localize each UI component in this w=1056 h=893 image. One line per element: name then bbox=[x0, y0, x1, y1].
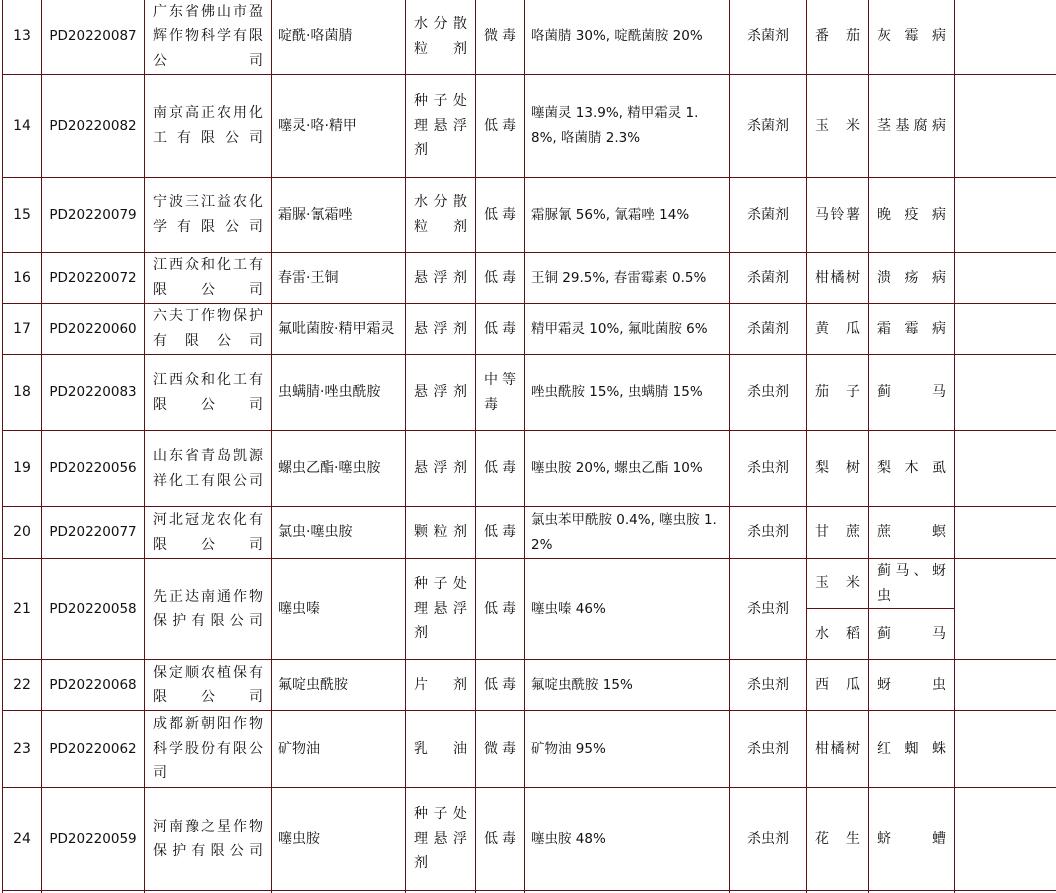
company-cell: 先正达南通作物保护有限公司 bbox=[145, 559, 272, 660]
target-cell: 溃疡病 bbox=[869, 253, 955, 304]
active-ingredient-cell: 噻虫胺 48% bbox=[525, 788, 730, 891]
registration-number-cell: PD20220083 bbox=[42, 355, 145, 431]
product-name-cell: 氟吡菌胺·精甲霜灵 bbox=[272, 304, 406, 355]
active-ingredient-cell: 咯菌腈 30%, 啶酰菌胺 20% bbox=[525, 0, 730, 75]
category-cell: 杀菌剂 bbox=[730, 0, 807, 75]
category-cell: 杀虫剂 bbox=[730, 788, 807, 891]
table-row bbox=[3, 178, 1056, 253]
product-name-cell: 氯虫·噻虫胺 bbox=[272, 507, 406, 559]
target-cell: 蓟马 bbox=[869, 609, 955, 660]
product-name-cell: 啶酰·咯菌腈 bbox=[272, 0, 406, 75]
table-row bbox=[3, 431, 1056, 507]
registration-number-cell: PD20220079 bbox=[42, 178, 145, 253]
toxicity-cell: 低毒 bbox=[476, 75, 525, 178]
category-cell: 杀虫剂 bbox=[730, 431, 807, 507]
target-cell: 灰霉病 bbox=[869, 0, 955, 75]
row-number-cell: 24 bbox=[3, 788, 42, 891]
crop-cell: 黄瓜 bbox=[807, 304, 869, 355]
product-name-cell: 虫螨腈·唑虫酰胺 bbox=[272, 355, 406, 431]
table-row bbox=[3, 304, 1056, 355]
company-cell: 成都新朝阳作物科学股份有限公司 bbox=[145, 711, 272, 788]
row-number-cell: 17 bbox=[3, 304, 42, 355]
table-row bbox=[3, 660, 1056, 711]
blank-cell bbox=[955, 559, 1056, 660]
active-ingredient-cell: 霜脲氰 56%, 氰霜唑 14% bbox=[525, 178, 730, 253]
target-cell: 蓟马 bbox=[869, 355, 955, 431]
toxicity-cell: 中等毒 bbox=[476, 355, 525, 431]
product-name-cell: 螺虫乙酯·噻虫胺 bbox=[272, 431, 406, 507]
category-cell: 杀虫剂 bbox=[730, 660, 807, 711]
toxicity-cell: 低毒 bbox=[476, 253, 525, 304]
target-cell: 蚜虫 bbox=[869, 660, 955, 711]
crop-cell: 甘蔗 bbox=[807, 507, 869, 559]
registration-number-cell: PD20220059 bbox=[42, 788, 145, 891]
blank-cell bbox=[955, 178, 1056, 253]
formulation-cell: 悬浮剂 bbox=[406, 355, 476, 431]
row-number-cell: 22 bbox=[3, 660, 42, 711]
blank-cell bbox=[955, 711, 1056, 788]
company-cell: 山东省青岛凯源祥化工有限公司 bbox=[145, 431, 272, 507]
table-row bbox=[3, 253, 1056, 304]
company-cell: 河南豫之星作物保护有限公司 bbox=[145, 788, 272, 891]
table-row bbox=[3, 711, 1056, 788]
company-cell: 河北冠龙农化有限公司 bbox=[145, 507, 272, 559]
company-cell: 江西众和化工有限公司 bbox=[145, 253, 272, 304]
category-cell: 杀菌剂 bbox=[730, 253, 807, 304]
crop-cell: 茄子 bbox=[807, 355, 869, 431]
category-cell: 杀菌剂 bbox=[730, 304, 807, 355]
formulation-cell: 悬浮剂 bbox=[406, 304, 476, 355]
active-ingredient-cell: 矿物油 95% bbox=[525, 711, 730, 788]
active-ingredient-cell: 唑虫酰胺 15%, 虫螨腈 15% bbox=[525, 355, 730, 431]
product-name-cell: 噻虫嗪 bbox=[272, 559, 406, 660]
target-cell: 霜霉病 bbox=[869, 304, 955, 355]
table-row bbox=[3, 355, 1056, 431]
category-cell: 杀菌剂 bbox=[730, 178, 807, 253]
toxicity-cell: 微毒 bbox=[476, 711, 525, 788]
target-cell: 茎基腐病 bbox=[869, 75, 955, 178]
company-cell: 六夫丁作物保护有限公司 bbox=[145, 304, 272, 355]
product-name-cell: 氟啶虫酰胺 bbox=[272, 660, 406, 711]
registration-number-cell: PD20220060 bbox=[42, 304, 145, 355]
table-row bbox=[3, 788, 1056, 891]
table-row bbox=[3, 559, 1056, 609]
registration-number-cell: PD20220077 bbox=[42, 507, 145, 559]
formulation-cell: 水分散粒剂 bbox=[406, 178, 476, 253]
row-number-cell: 23 bbox=[3, 711, 42, 788]
active-ingredient-cell: 氟啶虫酰胺 15% bbox=[525, 660, 730, 711]
registration-number-cell: PD20220087 bbox=[42, 0, 145, 75]
blank-cell bbox=[955, 304, 1056, 355]
active-ingredient-cell: 王铜 29.5%, 春雷霉素 0.5% bbox=[525, 253, 730, 304]
row-number-cell: 14 bbox=[3, 75, 42, 178]
row-number-cell: 20 bbox=[3, 507, 42, 559]
row-number-cell: 19 bbox=[3, 431, 42, 507]
company-cell: 广东省佛山市盈辉作物科学有限公司 bbox=[145, 0, 272, 75]
table-row bbox=[3, 0, 1056, 75]
category-cell: 杀虫剂 bbox=[730, 507, 807, 559]
crop-cell: 水稻 bbox=[807, 609, 869, 660]
category-cell: 杀虫剂 bbox=[730, 559, 807, 660]
formulation-cell: 颗粒剂 bbox=[406, 507, 476, 559]
formulation-cell: 片剂 bbox=[406, 660, 476, 711]
crop-cell: 柑橘树 bbox=[807, 253, 869, 304]
crop-cell: 番茄 bbox=[807, 0, 869, 75]
blank-cell bbox=[955, 355, 1056, 431]
product-name-cell: 噻虫胺 bbox=[272, 788, 406, 891]
product-name-cell: 噻灵·咯·精甲 bbox=[272, 75, 406, 178]
row-number-cell: 21 bbox=[3, 559, 42, 660]
formulation-cell: 悬浮剂 bbox=[406, 431, 476, 507]
pesticide-registration-table bbox=[2, 0, 1056, 893]
toxicity-cell: 低毒 bbox=[476, 178, 525, 253]
blank-cell bbox=[955, 0, 1056, 75]
toxicity-cell: 低毒 bbox=[476, 788, 525, 891]
target-cell: 红蜘蛛 bbox=[869, 711, 955, 788]
row-number-cell: 15 bbox=[3, 178, 42, 253]
blank-cell bbox=[955, 660, 1056, 711]
toxicity-cell: 微毒 bbox=[476, 0, 525, 75]
registration-number-cell: PD20220056 bbox=[42, 431, 145, 507]
target-cell: 梨木虱 bbox=[869, 431, 955, 507]
blank-cell bbox=[955, 788, 1056, 891]
blank-cell bbox=[955, 75, 1056, 178]
formulation-cell: 种子处理悬浮剂 bbox=[406, 788, 476, 891]
company-cell: 江西众和化工有限公司 bbox=[145, 355, 272, 431]
target-cell: 蔗螟 bbox=[869, 507, 955, 559]
crop-cell: 玉米 bbox=[807, 75, 869, 178]
crop-cell: 西瓜 bbox=[807, 660, 869, 711]
category-cell: 杀菌剂 bbox=[730, 75, 807, 178]
toxicity-cell: 低毒 bbox=[476, 660, 525, 711]
active-ingredient-cell: 精甲霜灵 10%, 氟吡菌胺 6% bbox=[525, 304, 730, 355]
company-cell: 南京高正农用化工有限公司 bbox=[145, 75, 272, 178]
product-name-cell: 矿物油 bbox=[272, 711, 406, 788]
crop-cell: 梨树 bbox=[807, 431, 869, 507]
row-number-cell: 13 bbox=[3, 0, 42, 75]
active-ingredient-cell: 噻菌灵 13.9%, 精甲霜灵 1.8%, 咯菌腈 2.3% bbox=[525, 75, 730, 178]
formulation-cell: 乳油 bbox=[406, 711, 476, 788]
blank-cell bbox=[955, 507, 1056, 559]
registration-number-cell: PD20220058 bbox=[42, 559, 145, 660]
target-cell: 蛴螬 bbox=[869, 788, 955, 891]
blank-cell bbox=[955, 431, 1056, 507]
toxicity-cell: 低毒 bbox=[476, 431, 525, 507]
company-cell: 保定顺农植保有限公司 bbox=[145, 660, 272, 711]
registration-number-cell: PD20220082 bbox=[42, 75, 145, 178]
category-cell: 杀虫剂 bbox=[730, 711, 807, 788]
formulation-cell: 种子处理悬浮剂 bbox=[406, 75, 476, 178]
toxicity-cell: 低毒 bbox=[476, 507, 525, 559]
product-name-cell: 霜脲·氰霜唑 bbox=[272, 178, 406, 253]
row-number-cell: 18 bbox=[3, 355, 42, 431]
blank-cell bbox=[955, 253, 1056, 304]
crop-cell: 马铃薯 bbox=[807, 178, 869, 253]
formulation-cell: 悬浮剂 bbox=[406, 253, 476, 304]
product-name-cell: 春雷·王铜 bbox=[272, 253, 406, 304]
formulation-cell: 水分散粒剂 bbox=[406, 0, 476, 75]
crop-cell: 柑橘树 bbox=[807, 711, 869, 788]
crop-cell: 玉米 bbox=[807, 559, 869, 609]
formulation-cell: 种子处理悬浮剂 bbox=[406, 559, 476, 660]
category-cell: 杀虫剂 bbox=[730, 355, 807, 431]
crop-cell: 花生 bbox=[807, 788, 869, 891]
table-row bbox=[3, 507, 1056, 559]
active-ingredient-cell: 噻虫胺 20%, 螺虫乙酯 10% bbox=[525, 431, 730, 507]
target-cell: 晚疫病 bbox=[869, 178, 955, 253]
row-number-cell: 16 bbox=[3, 253, 42, 304]
target-cell: 蓟马、蚜虫 bbox=[869, 559, 955, 609]
company-cell: 宁波三江益农化学有限公司 bbox=[145, 178, 272, 253]
table-row bbox=[3, 75, 1056, 178]
toxicity-cell: 低毒 bbox=[476, 559, 525, 660]
registration-number-cell: PD20220072 bbox=[42, 253, 145, 304]
active-ingredient-cell: 噻虫嗪 46% bbox=[525, 559, 730, 660]
registration-number-cell: PD20220068 bbox=[42, 660, 145, 711]
registration-number-cell: PD20220062 bbox=[42, 711, 145, 788]
active-ingredient-cell: 氯虫苯甲酰胺 0.4%, 噻虫胺 1.2% bbox=[525, 507, 730, 559]
toxicity-cell: 低毒 bbox=[476, 304, 525, 355]
